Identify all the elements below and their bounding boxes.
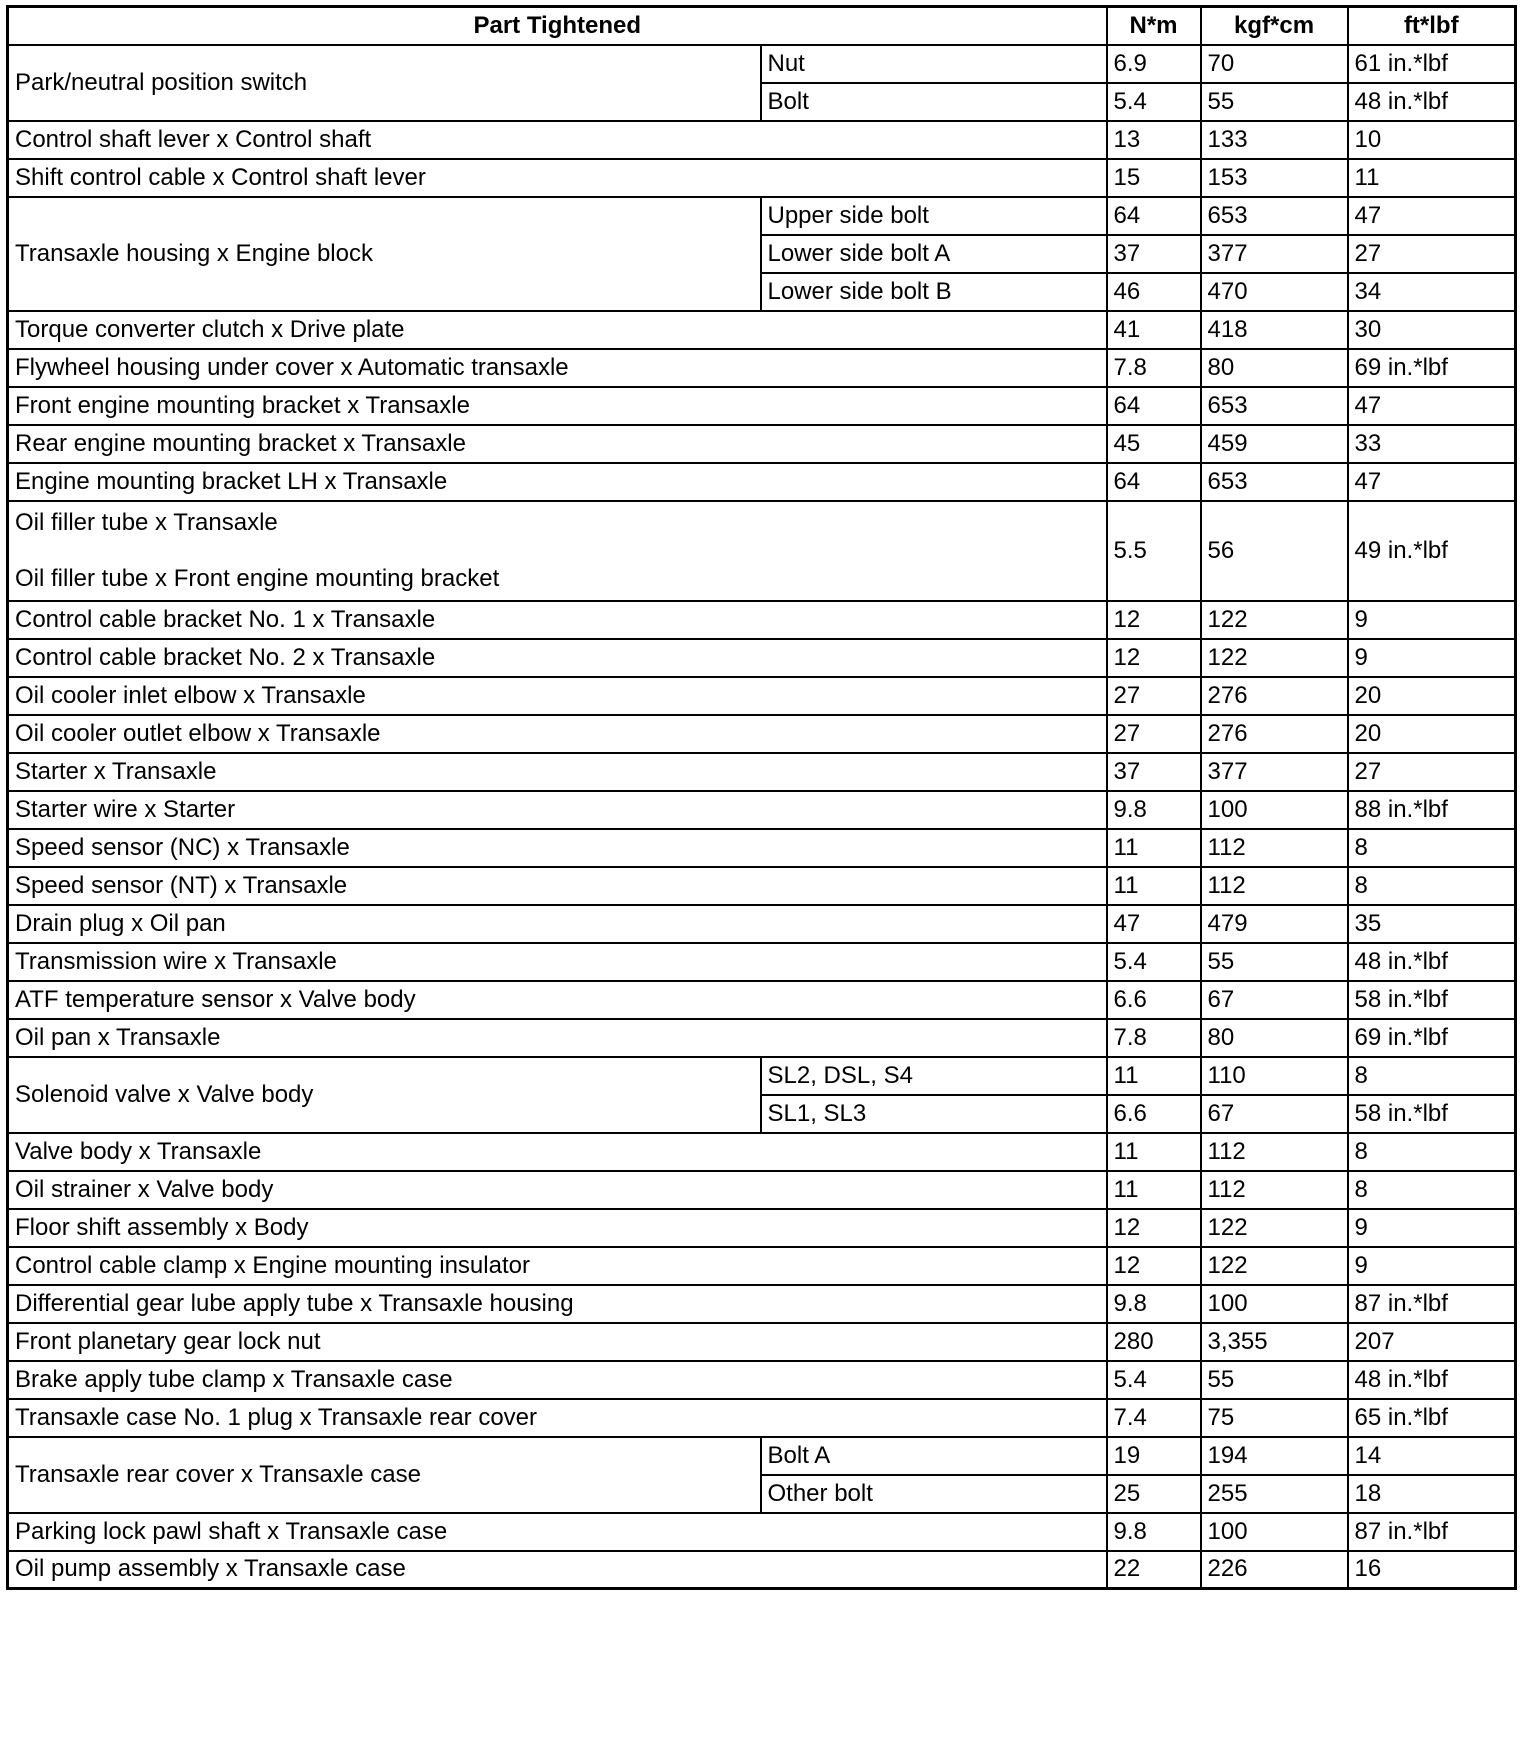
table-row (8, 1057, 1516, 1095)
kgf-cell: 377 (1201, 235, 1348, 273)
table-row (8, 159, 1516, 197)
part-cell: Differential gear lube apply tube x Transaxle housing (8, 1285, 1107, 1323)
nm-cell: 9.8 (1107, 1513, 1201, 1551)
nm-cell: 27 (1107, 715, 1201, 753)
ftlbf-cell: 10 (1348, 121, 1516, 159)
ftlbf-cell: 27 (1348, 753, 1516, 791)
part-cell: Control cable clamp x Engine mounting insulator (8, 1247, 1107, 1285)
kgf-cell: 418 (1201, 311, 1348, 349)
table-row (8, 981, 1516, 1019)
table-row (8, 1247, 1516, 1285)
nm-cell: 64 (1107, 387, 1201, 425)
kgf-cell: 653 (1201, 463, 1348, 501)
table-row (8, 753, 1516, 791)
table-row (8, 791, 1516, 829)
nm-cell: 11 (1107, 1057, 1201, 1095)
nm-cell: 7.4 (1107, 1399, 1201, 1437)
part-cell: Shift control cable x Control shaft lever (8, 159, 1107, 197)
ftlbf-cell: 9 (1348, 1247, 1516, 1285)
part-cell: Control shaft lever x Control shaft (8, 121, 1107, 159)
kgf-cell: 122 (1201, 639, 1348, 677)
part-cell: ATF temperature sensor x Valve body (8, 981, 1107, 1019)
ftlbf-cell: 58 in.*lbf (1348, 981, 1516, 1019)
part-cell: Floor shift assembly x Body (8, 1209, 1107, 1247)
part-line: Oil filler tube x Transaxle (15, 508, 278, 536)
kgf-cell: 55 (1201, 943, 1348, 981)
nm-cell: 7.8 (1107, 349, 1201, 387)
part-cell: Torque converter clutch x Drive plate (8, 311, 1107, 349)
nm-cell: 5.5 (1107, 501, 1201, 601)
kgf-cell: 56 (1201, 501, 1348, 601)
ftlbf-cell: 27 (1348, 235, 1516, 273)
table-body (8, 45, 1516, 1589)
nm-cell: 12 (1107, 639, 1201, 677)
table-row (8, 425, 1516, 463)
table-row (8, 905, 1516, 943)
nm-cell: 15 (1107, 159, 1201, 197)
kgf-cell: 470 (1201, 273, 1348, 311)
table-row (8, 1019, 1516, 1057)
torque-spec-table (6, 5, 1517, 1590)
part-cell: Parking lock pawl shaft x Transaxle case (8, 1513, 1107, 1551)
kgf-cell: 194 (1201, 1437, 1348, 1475)
kgf-cell: 479 (1201, 905, 1348, 943)
part-cell: Solenoid valve x Valve body (8, 1057, 761, 1133)
table-row (8, 715, 1516, 753)
kgf-cell: 67 (1201, 981, 1348, 1019)
ftlbf-cell: 8 (1348, 829, 1516, 867)
ftlbf-cell: 48 in.*lbf (1348, 1361, 1516, 1399)
part-cell: Brake apply tube clamp x Transaxle case (8, 1361, 1107, 1399)
ftlbf-cell: 9 (1348, 1209, 1516, 1247)
ftlbf-cell: 47 (1348, 387, 1516, 425)
part-cell: Oil pump assembly x Transaxle case (8, 1551, 1107, 1589)
nm-cell: 6.9 (1107, 45, 1201, 83)
nm-cell: 12 (1107, 1247, 1201, 1285)
ftlbf-cell: 49 in.*lbf (1348, 501, 1516, 601)
part-cell: Control cable bracket No. 2 x Transaxle (8, 639, 1107, 677)
kgf-cell: 226 (1201, 1551, 1348, 1589)
kgf-cell: 55 (1201, 1361, 1348, 1399)
kgf-cell: 112 (1201, 867, 1348, 905)
table-row (8, 349, 1516, 387)
part-cell: Drain plug x Oil pan (8, 905, 1107, 943)
nm-cell: 45 (1107, 425, 1201, 463)
kgf-cell: 255 (1201, 1475, 1348, 1513)
table-row (8, 1171, 1516, 1209)
nm-cell: 280 (1107, 1323, 1201, 1361)
part-line: Oil filler tube x Front engine mounting bracket (15, 564, 500, 592)
nm-cell: 9.8 (1107, 1285, 1201, 1323)
table-row (8, 1399, 1516, 1437)
nm-cell: 11 (1107, 1133, 1201, 1171)
ftlbf-cell: 87 in.*lbf (1348, 1513, 1516, 1551)
ftlbf-cell: 20 (1348, 677, 1516, 715)
table-row (8, 1323, 1516, 1361)
part-cell: Transaxle case No. 1 plug x Transaxle rear cover (8, 1399, 1107, 1437)
kgf-cell: 653 (1201, 387, 1348, 425)
nm-cell: 64 (1107, 197, 1201, 235)
part-cell: Transmission wire x Transaxle (8, 943, 1107, 981)
sub-part-cell: Bolt (761, 83, 1107, 121)
ftlbf-cell: 35 (1348, 905, 1516, 943)
table-row (8, 867, 1516, 905)
part-cell: Front planetary gear lock nut (8, 1323, 1107, 1361)
kgf-cell: 100 (1201, 1285, 1348, 1323)
ftlbf-cell: 9 (1348, 601, 1516, 639)
kgf-cell: 122 (1201, 601, 1348, 639)
part-cell: Oil pan x Transaxle (8, 1019, 1107, 1057)
sub-part-cell: Nut (761, 45, 1107, 83)
nm-cell: 22 (1107, 1551, 1201, 1589)
nm-cell: 11 (1107, 1171, 1201, 1209)
nm-cell: 7.8 (1107, 1019, 1201, 1057)
sub-part-cell: Lower side bolt A (761, 235, 1107, 273)
sub-part-cell: SL1, SL3 (761, 1095, 1107, 1133)
part-cell: Valve body x Transaxle (8, 1133, 1107, 1171)
part-cell: Flywheel housing under cover x Automatic transaxle (8, 349, 1107, 387)
nm-cell: 27 (1107, 677, 1201, 715)
kgf-cell: 133 (1201, 121, 1348, 159)
nm-cell: 13 (1107, 121, 1201, 159)
header-nm: N*m (1107, 7, 1201, 45)
kgf-cell: 75 (1201, 1399, 1348, 1437)
part-cell: Oil cooler inlet elbow x Transaxle (8, 677, 1107, 715)
table-row (8, 311, 1516, 349)
ftlbf-cell: 69 in.*lbf (1348, 1019, 1516, 1057)
part-cell: Control cable bracket No. 1 x Transaxle (8, 601, 1107, 639)
kgf-cell: 459 (1201, 425, 1348, 463)
sub-part-cell: Upper side bolt (761, 197, 1107, 235)
header-row (8, 7, 1516, 45)
ftlbf-cell: 47 (1348, 197, 1516, 235)
part-cell: Oil cooler outlet elbow x Transaxle (8, 715, 1107, 753)
ftlbf-cell: 207 (1348, 1323, 1516, 1361)
sub-part-cell: Bolt A (761, 1437, 1107, 1475)
part-cell: Park/neutral position switch (8, 45, 761, 121)
nm-cell: 25 (1107, 1475, 1201, 1513)
part-cell: Rear engine mounting bracket x Transaxle (8, 425, 1107, 463)
ftlbf-cell: 18 (1348, 1475, 1516, 1513)
ftlbf-cell: 8 (1348, 1171, 1516, 1209)
nm-cell: 37 (1107, 235, 1201, 273)
kgf-cell: 153 (1201, 159, 1348, 197)
kgf-cell: 100 (1201, 791, 1348, 829)
nm-cell: 46 (1107, 273, 1201, 311)
ftlbf-cell: 8 (1348, 1057, 1516, 1095)
table-row (8, 463, 1516, 501)
part-cell: Front engine mounting bracket x Transaxle (8, 387, 1107, 425)
nm-cell: 5.4 (1107, 1361, 1201, 1399)
table-row (8, 45, 1516, 83)
ftlbf-cell: 8 (1348, 867, 1516, 905)
table-row (8, 639, 1516, 677)
table-row (8, 197, 1516, 235)
nm-cell: 5.4 (1107, 943, 1201, 981)
ftlbf-cell: 11 (1348, 159, 1516, 197)
table-row (8, 1513, 1516, 1551)
ftlbf-cell: 48 in.*lbf (1348, 83, 1516, 121)
sub-part-cell: SL2, DSL, S4 (761, 1057, 1107, 1095)
part-cell: Starter x Transaxle (8, 753, 1107, 791)
nm-cell: 64 (1107, 463, 1201, 501)
kgf-cell: 112 (1201, 1133, 1348, 1171)
table-row (8, 943, 1516, 981)
table-row (8, 829, 1516, 867)
ftlbf-cell: 61 in.*lbf (1348, 45, 1516, 83)
table-row (8, 1437, 1516, 1475)
nm-cell: 11 (1107, 867, 1201, 905)
ftlbf-cell: 88 in.*lbf (1348, 791, 1516, 829)
kgf-cell: 3,355 (1201, 1323, 1348, 1361)
sub-part-cell: Lower side bolt B (761, 273, 1107, 311)
kgf-cell: 112 (1201, 829, 1348, 867)
ftlbf-cell: 14 (1348, 1437, 1516, 1475)
nm-cell: 6.6 (1107, 981, 1201, 1019)
kgf-cell: 276 (1201, 715, 1348, 753)
part-cell: Speed sensor (NT) x Transaxle (8, 867, 1107, 905)
table-row (8, 1209, 1516, 1247)
ftlbf-cell: 47 (1348, 463, 1516, 501)
table-row (8, 501, 1516, 601)
nm-cell: 47 (1107, 905, 1201, 943)
header-kgf-cm: kgf*cm (1201, 7, 1348, 45)
nm-cell: 41 (1107, 311, 1201, 349)
kgf-cell: 122 (1201, 1247, 1348, 1285)
kgf-cell: 112 (1201, 1171, 1348, 1209)
table-row (8, 677, 1516, 715)
ftlbf-cell: 34 (1348, 273, 1516, 311)
nm-cell: 11 (1107, 829, 1201, 867)
table-row (8, 1133, 1516, 1171)
ftlbf-cell: 69 in.*lbf (1348, 349, 1516, 387)
kgf-cell: 276 (1201, 677, 1348, 715)
ftlbf-cell: 87 in.*lbf (1348, 1285, 1516, 1323)
part-cell: Speed sensor (NC) x Transaxle (8, 829, 1107, 867)
kgf-cell: 80 (1201, 1019, 1348, 1057)
table-row (8, 1285, 1516, 1323)
part-cell (8, 501, 1107, 601)
kgf-cell: 110 (1201, 1057, 1348, 1095)
ftlbf-cell: 20 (1348, 715, 1516, 753)
ftlbf-cell: 48 in.*lbf (1348, 943, 1516, 981)
kgf-cell: 122 (1201, 1209, 1348, 1247)
ftlbf-cell: 30 (1348, 311, 1516, 349)
kgf-cell: 377 (1201, 753, 1348, 791)
part-cell: Engine mounting bracket LH x Transaxle (8, 463, 1107, 501)
table-row (8, 387, 1516, 425)
nm-cell: 37 (1107, 753, 1201, 791)
table-row (8, 121, 1516, 159)
part-cell: Transaxle rear cover x Transaxle case (8, 1437, 761, 1513)
nm-cell: 19 (1107, 1437, 1201, 1475)
part-cell: Transaxle housing x Engine block (8, 197, 761, 311)
ftlbf-cell: 58 in.*lbf (1348, 1095, 1516, 1133)
part-cell: Oil strainer x Valve body (8, 1171, 1107, 1209)
table-row (8, 601, 1516, 639)
ftlbf-cell: 8 (1348, 1133, 1516, 1171)
nm-cell: 9.8 (1107, 791, 1201, 829)
header-ft-lbf: ft*lbf (1348, 7, 1516, 45)
kgf-cell: 100 (1201, 1513, 1348, 1551)
sub-part-cell: Other bolt (761, 1475, 1107, 1513)
table-row (8, 1551, 1516, 1589)
header-part-tightened: Part Tightened (8, 7, 1107, 45)
table-row (8, 1361, 1516, 1399)
kgf-cell: 67 (1201, 1095, 1348, 1133)
nm-cell: 6.6 (1107, 1095, 1201, 1133)
part-cell: Starter wire x Starter (8, 791, 1107, 829)
kgf-cell: 70 (1201, 45, 1348, 83)
ftlbf-cell: 16 (1348, 1551, 1516, 1589)
nm-cell: 12 (1107, 601, 1201, 639)
nm-cell: 5.4 (1107, 83, 1201, 121)
ftlbf-cell: 33 (1348, 425, 1516, 463)
kgf-cell: 653 (1201, 197, 1348, 235)
kgf-cell: 80 (1201, 349, 1348, 387)
ftlbf-cell: 9 (1348, 639, 1516, 677)
ftlbf-cell: 65 in.*lbf (1348, 1399, 1516, 1437)
kgf-cell: 55 (1201, 83, 1348, 121)
nm-cell: 12 (1107, 1209, 1201, 1247)
